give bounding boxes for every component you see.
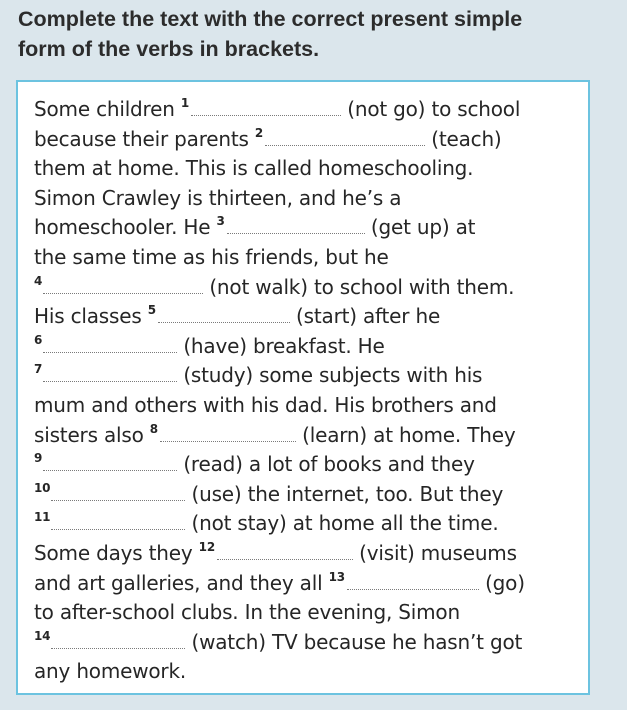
text: to after-school clubs. In the evening, Simon: [34, 600, 460, 625]
passage-line: [34, 332, 584, 362]
text: sisters also: [34, 422, 144, 447]
text: because their parents: [34, 126, 249, 151]
exercise-box: [16, 80, 590, 695]
gap-number: 12: [198, 539, 215, 554]
verb-hint: (have) breakfast. He: [183, 333, 385, 358]
blank-5[interactable]: [158, 304, 290, 323]
blank-1[interactable]: [191, 97, 341, 116]
passage-line: [34, 598, 584, 628]
gap-number: 5: [147, 303, 156, 318]
instructions: [18, 4, 608, 64]
passage-line: [34, 628, 584, 658]
passage-line: [34, 243, 584, 273]
gap-number: 3: [216, 214, 225, 229]
verb-hint: (get up) at: [370, 215, 476, 240]
text: homeschooler. He: [34, 215, 211, 240]
gap-number: 6: [34, 332, 43, 347]
gap-number: 14: [34, 628, 51, 643]
text: any homework.: [34, 659, 186, 684]
text: Some days they: [34, 540, 193, 565]
blank-2[interactable]: [265, 127, 425, 146]
gap-number: 8: [149, 421, 158, 436]
passage-line: [34, 450, 584, 480]
text: and art galleries, and they all: [34, 570, 323, 595]
passage-line: [34, 184, 584, 214]
gap-number: 9: [34, 451, 43, 466]
passage-line: [34, 154, 584, 184]
verb-hint: (study) some subjects with his: [183, 363, 483, 388]
text: His classes: [34, 304, 142, 329]
passage-text: [34, 95, 584, 687]
passage-line: [34, 273, 584, 303]
gap-number: 11: [34, 510, 51, 525]
blank-13[interactable]: [347, 571, 479, 590]
gap-number: 7: [34, 362, 43, 377]
verb-hint: (not go) to school: [347, 97, 521, 121]
instructions-line: Complete the text with the correct present simple: [18, 7, 523, 31]
verb-hint: (learn) at home. They: [302, 422, 516, 447]
gap-number: 1: [180, 96, 190, 110]
instructions-line: form of the verbs in brackets.: [18, 37, 320, 61]
gap-number: 2: [254, 125, 264, 140]
blank-3[interactable]: [227, 215, 365, 234]
text: Simon Crawley is thirteen, and he’s a: [34, 185, 402, 210]
passage-line: [34, 421, 584, 451]
verb-hint: (not stay) at home all the time.: [191, 511, 499, 536]
blank-11[interactable]: [51, 511, 185, 530]
verb-hint: (use) the internet, too. But they: [191, 481, 504, 506]
verb-hint: (go): [485, 570, 525, 595]
passage-line: [34, 361, 584, 391]
gap-number: 4: [34, 273, 43, 288]
verb-hint: (teach): [431, 126, 502, 151]
text: the same time as his friends, but he: [34, 244, 389, 269]
passage-line: [34, 657, 584, 687]
verb-hint: (start) after he: [296, 304, 441, 329]
blank-9[interactable]: [43, 452, 177, 471]
verb-hint: (watch) TV because he hasn’t got: [191, 629, 523, 654]
gap-number: 13: [328, 569, 345, 584]
blank-4[interactable]: [43, 275, 203, 294]
passage-line: [34, 125, 584, 155]
passage-line: [34, 95, 584, 125]
text: Some children: [34, 97, 175, 121]
blank-6[interactable]: [43, 334, 177, 353]
blank-7[interactable]: [43, 363, 177, 382]
text: them at home. This is called homeschooling.: [34, 156, 474, 181]
passage-line: [34, 509, 584, 539]
verb-hint: (visit) museums: [359, 540, 517, 565]
blank-8[interactable]: [160, 423, 296, 442]
passage-line: [34, 480, 584, 510]
gap-number: 10: [34, 480, 51, 495]
blank-12[interactable]: [217, 541, 353, 560]
passage-line: [34, 213, 584, 243]
blank-10[interactable]: [51, 482, 185, 501]
passage-line: [34, 539, 584, 569]
passage-line: [34, 391, 584, 421]
passage-line: [34, 302, 584, 332]
passage-line: [34, 569, 584, 599]
blank-14[interactable]: [51, 630, 185, 649]
verb-hint: (read) a lot of books and they: [183, 452, 475, 477]
verb-hint: (not walk) to school with them.: [209, 274, 515, 299]
text: mum and others with his dad. His brothers and: [34, 392, 497, 417]
